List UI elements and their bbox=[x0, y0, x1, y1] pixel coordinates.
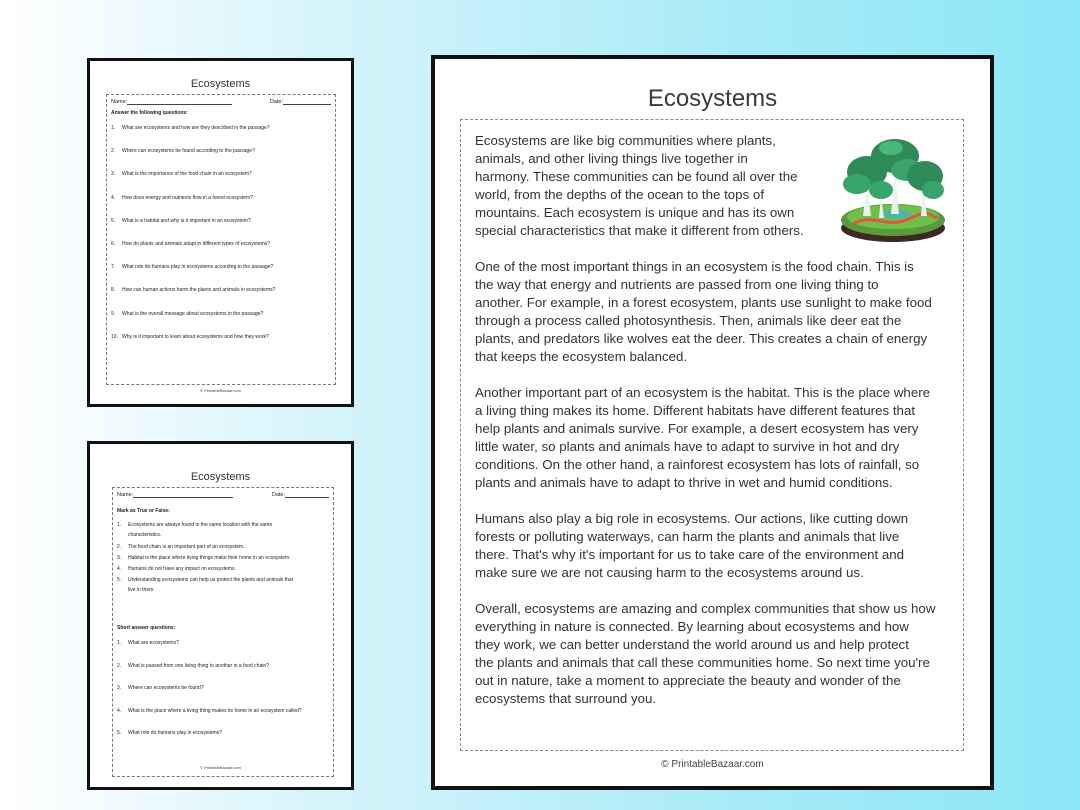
name-label: Name: bbox=[111, 99, 128, 105]
paragraph-line: help plants and animals survive. For example, a desert ecosystem has very bbox=[475, 421, 919, 436]
true-false-item bbox=[117, 577, 329, 593]
item-text-line: What is the place where a living thing makes its home in an ecosystem called? bbox=[128, 707, 302, 714]
short-answer-heading: Short answer questions: bbox=[117, 625, 176, 631]
worksheet-content-box bbox=[112, 487, 334, 777]
item-number: 5. bbox=[111, 217, 116, 224]
name-date-row bbox=[117, 492, 329, 498]
item-number: 6. bbox=[111, 241, 116, 247]
name-label: Name: bbox=[117, 492, 134, 498]
passage-paragraph bbox=[475, 132, 804, 240]
item-text bbox=[122, 287, 275, 293]
worksheet-title: Ecosystems bbox=[190, 471, 251, 483]
short-answer-item bbox=[117, 685, 329, 691]
question-item bbox=[111, 218, 331, 224]
name-line bbox=[133, 497, 233, 498]
paragraph-line: One of the most important things in an ecosystem is the food chain. This is bbox=[475, 259, 914, 274]
item-text-line: What is a habitat and why is it important in an ecosystem? bbox=[122, 217, 251, 224]
paragraph-line: that keeps the ecosystem balanced. bbox=[475, 349, 688, 364]
paragraph-line: another. For example, in a forest ecosystem, plants use sunlight to make food bbox=[475, 295, 932, 310]
item-text-line: What are ecosystems and how are they described in the passage? bbox=[122, 125, 270, 131]
date-label: Date: bbox=[269, 99, 283, 105]
item-text-line: Why is it important to learn about ecosystems and how they work? bbox=[122, 333, 269, 340]
item-text bbox=[128, 640, 179, 646]
item-text bbox=[122, 311, 263, 317]
item-text-line: Understanding ecosystems can help us protect the plants and animals that bbox=[128, 577, 294, 583]
paragraph-line: special characteristics that make it different from others. bbox=[475, 223, 804, 238]
date-label: Date: bbox=[271, 492, 285, 498]
passage-paragraph bbox=[475, 600, 935, 708]
paragraph-line: ecosystems that surround you. bbox=[475, 691, 657, 706]
paragraph-line: little water, so plants and animals have to adapt to survive in hot and dry bbox=[475, 439, 900, 454]
item-number: 1. bbox=[111, 125, 116, 131]
passage-title: Ecosystems bbox=[647, 85, 778, 112]
item-text bbox=[128, 577, 293, 593]
paragraph-line: forests or polluting waterways, can harm the plants and animals that live bbox=[475, 529, 900, 544]
question-item bbox=[111, 148, 331, 154]
short-answer-item bbox=[117, 640, 329, 646]
paragraph-line: harmony. These communities can be found all over the bbox=[475, 169, 798, 184]
forest-ecosystem-icon bbox=[833, 132, 949, 248]
short-answer-item bbox=[117, 663, 329, 669]
item-text-line: How does energy and nutrients flow in a forest ecosystem? bbox=[122, 194, 253, 201]
item-text-line: Humans do not have any impact on ecosystems. bbox=[128, 566, 236, 572]
paragraph-line: make sure we are not causing harm to the ecosystems around us. bbox=[475, 565, 864, 580]
short-answer-item bbox=[117, 730, 329, 736]
item-text-line: What are ecosystems? bbox=[128, 640, 179, 646]
name-date-row bbox=[111, 99, 331, 105]
item-text-line: What is the overall message about ecosystems in the passage? bbox=[122, 310, 264, 317]
item-text bbox=[128, 522, 272, 538]
item-text-line: What is the importance of the food chain in an ecosystem? bbox=[122, 171, 252, 178]
date-line bbox=[285, 497, 329, 498]
paragraph-line: mountains. Each ecosystem is unique and has its own bbox=[475, 205, 795, 220]
item-text-line: Habitat is the place where living things make their home in an ecosystem. bbox=[128, 555, 291, 561]
question-item bbox=[111, 171, 331, 177]
item-text bbox=[128, 663, 269, 669]
paragraph-line: out in nature, take a moment to appreciate the beauty and wonder of the bbox=[475, 673, 901, 688]
item-text-line: Where can ecosystems be found? bbox=[128, 685, 204, 691]
paragraph-line: the plants and animals that call these communities home. So next time you're bbox=[475, 655, 930, 670]
true-false-heading: Mark as True or False: bbox=[117, 508, 170, 514]
item-number: 3. bbox=[117, 685, 122, 691]
item-text bbox=[128, 544, 244, 550]
item-number: 8. bbox=[111, 287, 116, 294]
item-number: 7. bbox=[111, 264, 116, 271]
item-number: 2. bbox=[111, 148, 116, 155]
item-text bbox=[128, 555, 291, 561]
item-number: 5. bbox=[117, 730, 122, 736]
paragraph-line: the way that energy and nutrients are passed from one living thing to bbox=[475, 277, 879, 292]
item-number: 3. bbox=[117, 555, 122, 561]
passage-footer: © PrintableBazaar.com bbox=[661, 759, 764, 770]
passage-paragraph bbox=[475, 258, 932, 366]
paragraph-line: plants, and predators like wolves eat the deer. This creates a chain of energy bbox=[475, 331, 928, 346]
item-text-continuation: live in them. bbox=[128, 587, 155, 593]
item-number: 9. bbox=[111, 310, 116, 317]
instruction-heading: Answer the following questions: bbox=[111, 110, 188, 116]
item-number: 5. bbox=[117, 577, 122, 583]
reading-passage-page bbox=[431, 55, 994, 790]
question-item bbox=[111, 264, 331, 270]
worksheet-content-box bbox=[106, 94, 336, 385]
item-number: 4. bbox=[117, 707, 122, 714]
item-number: 1. bbox=[117, 640, 122, 646]
item-number: 10. bbox=[111, 333, 118, 340]
paragraph-line: Another important part of an ecosystem is the habitat. This is the place where bbox=[475, 385, 931, 400]
paragraph-line: Overall, ecosystems are amazing and complex communities that show us how bbox=[475, 601, 936, 616]
item-text-line: What role do humans play in ecosystems? bbox=[128, 730, 222, 736]
item-text bbox=[128, 685, 204, 691]
question-item bbox=[111, 334, 331, 340]
item-number: 1. bbox=[117, 522, 122, 528]
item-number: 2. bbox=[117, 662, 122, 669]
item-text-line: How do plants and animals adapt in different types of ecosystems? bbox=[122, 241, 271, 247]
paragraph-line: a living thing makes its home. Different habitats have different features that bbox=[475, 403, 916, 418]
item-text-line: What is passed from one living thing to another in a food chain? bbox=[128, 662, 269, 669]
item-text bbox=[122, 334, 269, 340]
item-text bbox=[122, 171, 252, 177]
passage-paragraph bbox=[475, 510, 908, 582]
worksheet-questions-page bbox=[87, 58, 354, 407]
paragraph-line: everything in nature is connected. By learning about ecosystems and how bbox=[475, 619, 909, 634]
item-number: 4. bbox=[117, 566, 122, 572]
true-false-item bbox=[117, 566, 329, 572]
item-text bbox=[122, 125, 270, 131]
item-text-continuation: characteristics. bbox=[128, 532, 162, 538]
item-text-line: How can human actions harm the plants and animals in ecosystems? bbox=[122, 287, 276, 294]
paragraph-line: Ecosystems are like big communities where plants, bbox=[475, 133, 776, 148]
item-text-line: The food chain is an important part of an ecosystem. bbox=[128, 544, 245, 550]
paragraph-line: world, from the depths of the ocean to the tops of bbox=[475, 187, 765, 202]
passage-paragraph bbox=[475, 384, 930, 492]
question-item bbox=[111, 241, 331, 247]
worksheet-true-false-page bbox=[87, 441, 354, 790]
item-text bbox=[122, 195, 253, 201]
item-text-line: Ecosystems are always found in the same location with the same bbox=[128, 522, 273, 528]
item-number: 4. bbox=[111, 194, 116, 201]
paragraph-line: plants and animals have to adapt to thrive in wet and humid conditions. bbox=[475, 475, 893, 490]
worksheet-footer: © PrintableBazaar.com bbox=[200, 765, 241, 770]
item-text bbox=[128, 566, 236, 572]
paragraph-line: Humans also play a big role in ecosystems. Our actions, like cutting down bbox=[475, 511, 909, 526]
true-false-item bbox=[117, 555, 329, 561]
passage-content-box bbox=[460, 119, 964, 751]
name-line bbox=[127, 104, 232, 105]
item-number: 3. bbox=[111, 171, 116, 178]
short-answer-item bbox=[117, 708, 329, 714]
paragraph-line: there. That's why it's important for us to take care of the environment and bbox=[475, 547, 905, 562]
question-item bbox=[111, 195, 331, 201]
question-item bbox=[111, 287, 331, 293]
worksheet-footer: © PrintableBazaar.com bbox=[200, 388, 241, 393]
item-text bbox=[128, 708, 302, 714]
item-text bbox=[122, 218, 251, 224]
item-text bbox=[122, 241, 270, 247]
paragraph-line: conditions. On the other hand, a rainforest ecosystem has lots of rainfall, so bbox=[475, 457, 920, 472]
date-line bbox=[283, 104, 331, 105]
item-text-line: Where can ecosystems be found according to the passage? bbox=[122, 148, 255, 155]
question-item bbox=[111, 311, 331, 317]
item-text bbox=[128, 730, 222, 736]
item-text bbox=[122, 148, 255, 154]
true-false-item bbox=[117, 522, 329, 538]
question-item bbox=[111, 125, 331, 131]
paragraph-line: through a process called photosynthesis. Then, animals like deer eat the bbox=[475, 313, 902, 328]
item-text-line: What role do humans play in ecosystems according to the passage? bbox=[122, 264, 274, 271]
worksheet-title: Ecosystems bbox=[190, 78, 251, 90]
paragraph-line: they work, we can better understand the world around us and help protect bbox=[475, 637, 909, 652]
item-number: 2. bbox=[117, 544, 122, 550]
paragraph-line: animals, and other living things live together in bbox=[475, 151, 748, 166]
true-false-item bbox=[117, 544, 329, 550]
item-text bbox=[122, 264, 273, 270]
